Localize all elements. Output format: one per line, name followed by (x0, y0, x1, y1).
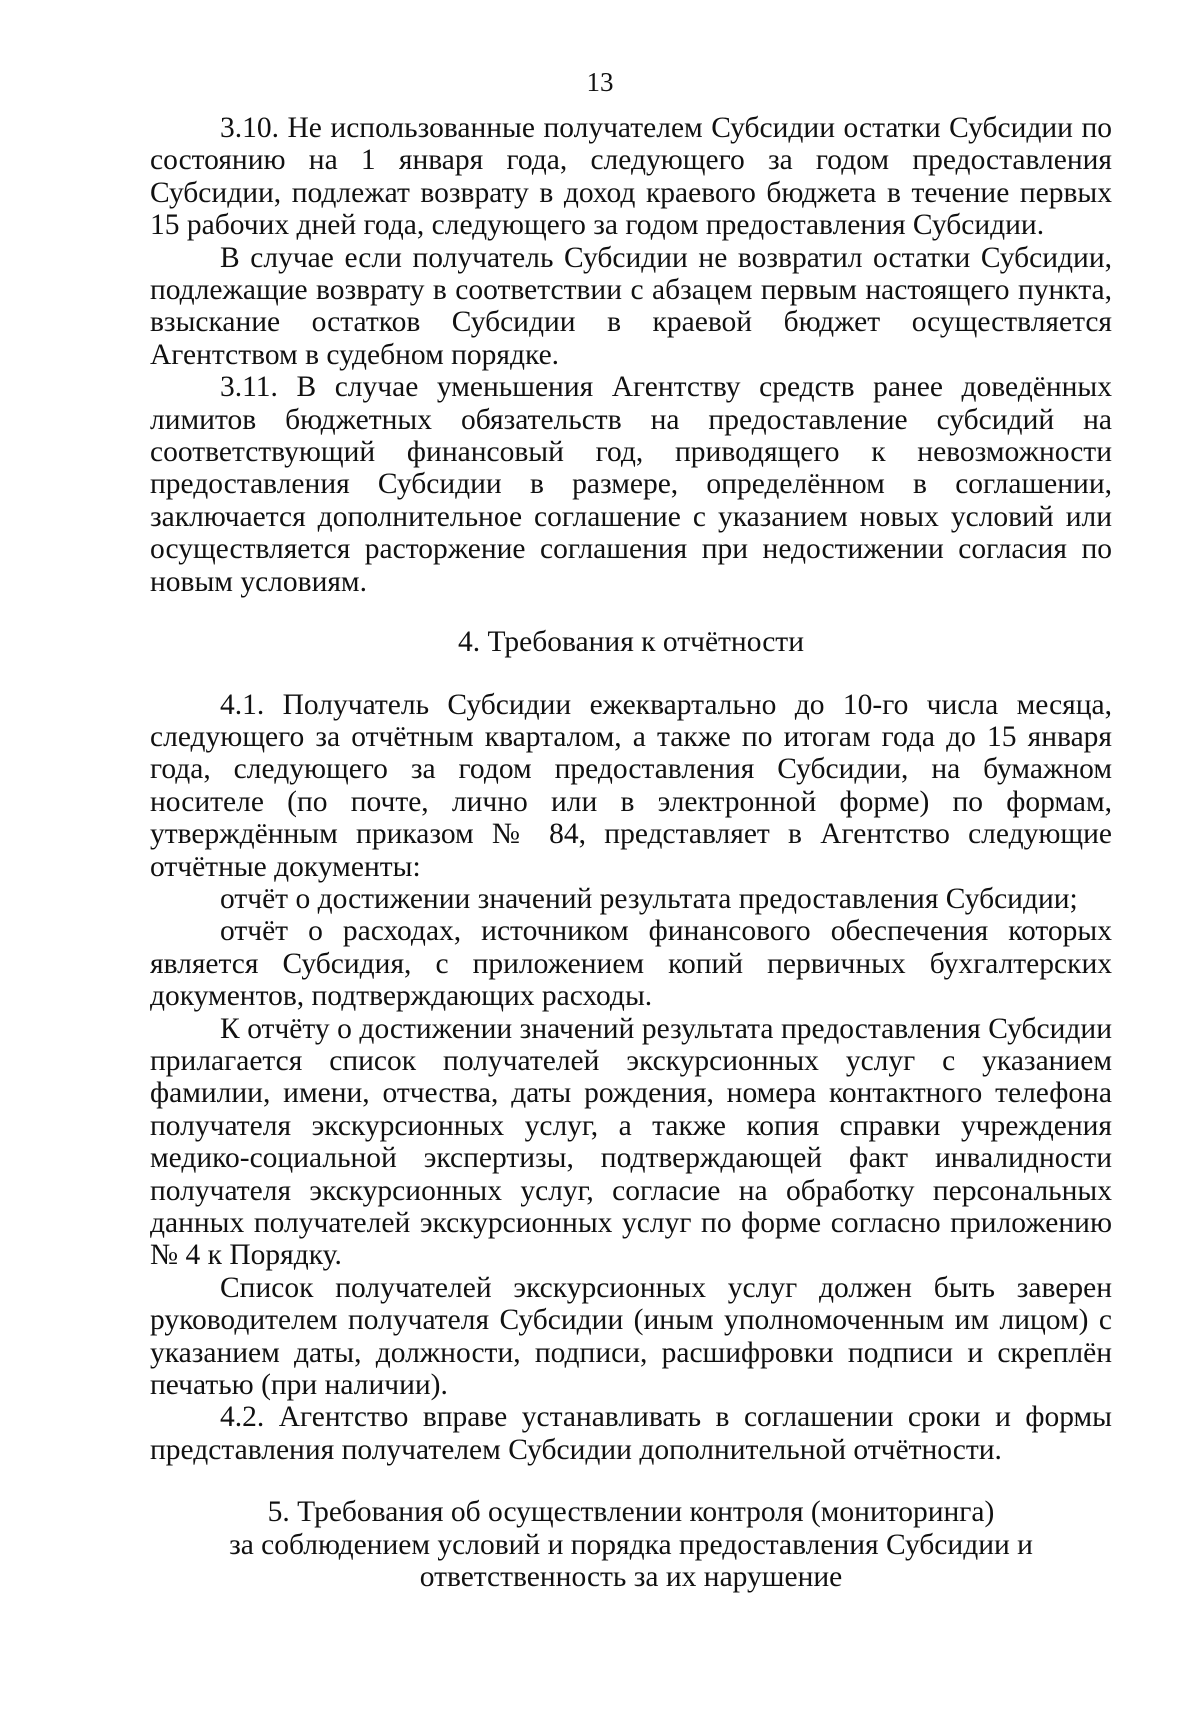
paragraph-recipients-list: К отчёту о достижении значений результата предоставления Субсидии прилагается список получателей экскурсионных услуг с указанием фамилии, имени, отчества, даты рождения, номера контактного телефона получателя экскурсионных услуг, а также копия справки учреждения медико-социальной экспертизы, подтверждающей факт инвалидности получателя экскурсионных услуг, согласие на обработку персональных данных получателей экскурсионных услуг по форме согласно приложению № 4 к Порядку. (150, 1012, 1112, 1272)
paragraph-report-results: отчёт о достижении значений результата предоставления Субсидии; (220, 882, 1078, 915)
paragraph-4-1: 4.1. Получатель Субсидии ежеквартально до 10-го числа месяца, следующего за отчётным кварталом, а также по итогам года до 15 января года, следующего за годом предоставления Субсидии, на бумажном носителе (по почте, лично или в электронной форме) по формам, утверждённым приказом № 84, представляет в Агентство следующие отчётные документы: (150, 688, 1112, 883)
section-5-heading (150, 1496, 1112, 1593)
paragraph-list-certification: Список получателей экскурсионных услуг должен быть заверен руководителем получателя Субсидии (иным уполномоченным им лицом) с указанием даты, должности, подписи, расшифровки подписи и скреплён печатью (при наличии). (150, 1271, 1112, 1402)
paragraph-4-2: 4.2. Агентство вправе устанавливать в соглашении сроки и формы представления получателем Субсидии дополнительной отчётности. (150, 1401, 1112, 1466)
paragraph-3-11: 3.11. В случае уменьшения Агентству средств ранее доведённых лимитов бюджетных обязательств на предоставление субсидий на соответствующий финансовый год, приводящего к невозможности предоставления Субсидии в размере, определённом в соглашении, заключается дополнительное соглашение с указанием новых условий или осуществляется расторжение соглашения при недостижении согласия по новым условиям. (150, 371, 1112, 598)
paragraph-3-10: 3.10. Не использованные получателем Субсидии остатки Субсидии по состоянию на 1 января года, следующего за годом предоставления Субсидии, подлежат возврату в доход краевого бюджета в течение первых 15 рабочих дней года, следующего за годом предоставления Субсидии. (150, 112, 1112, 242)
paragraph-report-expenses: отчёт о расходах, источником финансового обеспечения которых является Субсидия, с приложением копий первичных бухгалтерских документов, подтверждающих расходы. (150, 915, 1112, 1013)
section-5-heading-line-3: ответственность за их нарушение (419, 1561, 843, 1594)
section-4-heading: 4. Требования к отчётности (458, 626, 804, 659)
section-5-heading-line-2: за соблюдением условий и порядка предоставления Субсидии и (229, 1528, 1033, 1561)
section-5-heading-line-1: 5. Требования об осуществлении контроля (мониторинга) (267, 1496, 995, 1529)
document-body (150, 112, 1112, 1593)
page-number: 13 (586, 67, 614, 97)
paragraph-3-10-return: В случае если получатель Субсидии не возвратил остатки Субсидии, подлежащие возврату в соответствии с абзацем первым настоящего пункта, взыскание остатков Субсидии в краевой бюджет осуществляется Агентством в судебном порядке. (150, 241, 1112, 371)
